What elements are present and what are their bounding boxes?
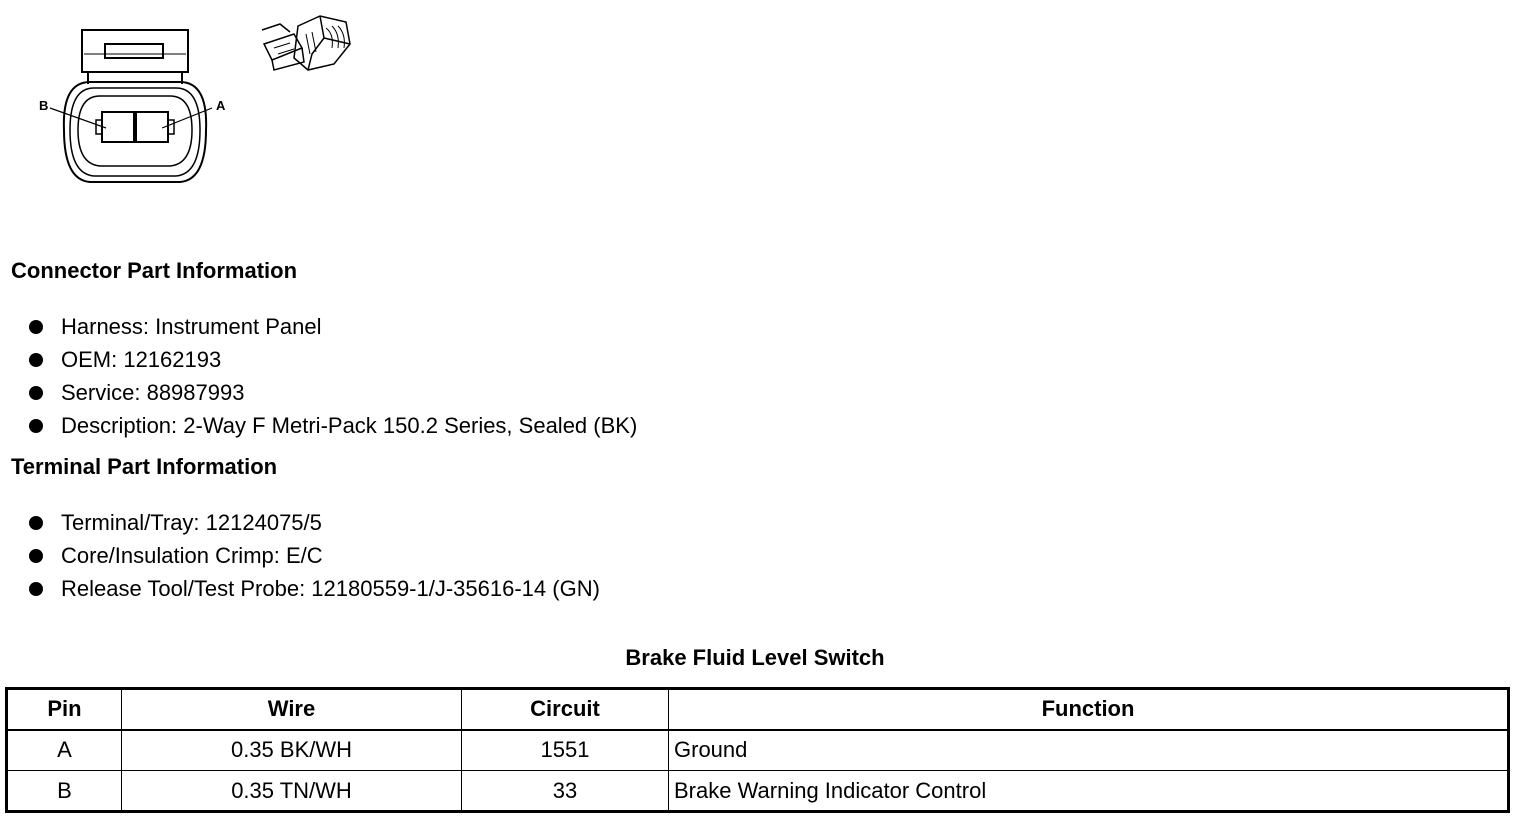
bullet-icon (29, 582, 43, 596)
bullet-icon (29, 516, 43, 530)
bullet-icon (29, 419, 43, 433)
table-title: Brake Fluid Level Switch (625, 645, 885, 670)
header-circuit: Circuit (462, 689, 669, 730)
cell-wire: 0.35 BK/WH (122, 730, 462, 771)
bullet-icon (29, 353, 43, 367)
pinout-table (5, 687, 1510, 813)
header-wire: Wire (122, 689, 462, 730)
pin-label-a: A (216, 98, 226, 113)
release-tool-text: Release Tool/Test Probe: 12180559-1/J-35616-14 (GN) (61, 576, 600, 601)
terminal-info-heading: Terminal Part Information (11, 454, 278, 479)
connector-face-diagram (30, 20, 240, 200)
description-text: Description: 2-Way F Metri-Pack 150.2 Series, Sealed (BK) (61, 413, 638, 438)
crimp-text: Core/Insulation Crimp: E/C (61, 543, 323, 568)
cell-pin: B (7, 771, 122, 812)
header-pin: Pin (7, 689, 122, 730)
header-function: Function (669, 689, 1509, 730)
table-row (7, 771, 1509, 812)
connector-info-heading: Connector Part Information (11, 258, 298, 283)
connector-isometric-diagram (250, 8, 360, 80)
harness-text: Harness: Instrument Panel (61, 314, 322, 339)
bullet-icon (29, 320, 43, 334)
bullet-icon (29, 549, 43, 563)
table-header-row (7, 689, 1509, 730)
cell-function: Brake Warning Indicator Control (669, 771, 1509, 812)
cell-circuit: 33 (462, 771, 669, 812)
cell-function: Ground (669, 730, 1509, 771)
bullet-icon (29, 386, 43, 400)
oem-text: OEM: 12162193 (61, 347, 222, 372)
terminal-tray-text: Terminal/Tray: 12124075/5 (61, 510, 322, 535)
table-row (7, 730, 1509, 771)
cell-wire: 0.35 TN/WH (122, 771, 462, 812)
cell-circuit: 1551 (462, 730, 669, 771)
cell-pin: A (7, 730, 122, 771)
service-text: Service: 88987993 (61, 380, 245, 405)
pin-label-b: B (39, 98, 49, 113)
